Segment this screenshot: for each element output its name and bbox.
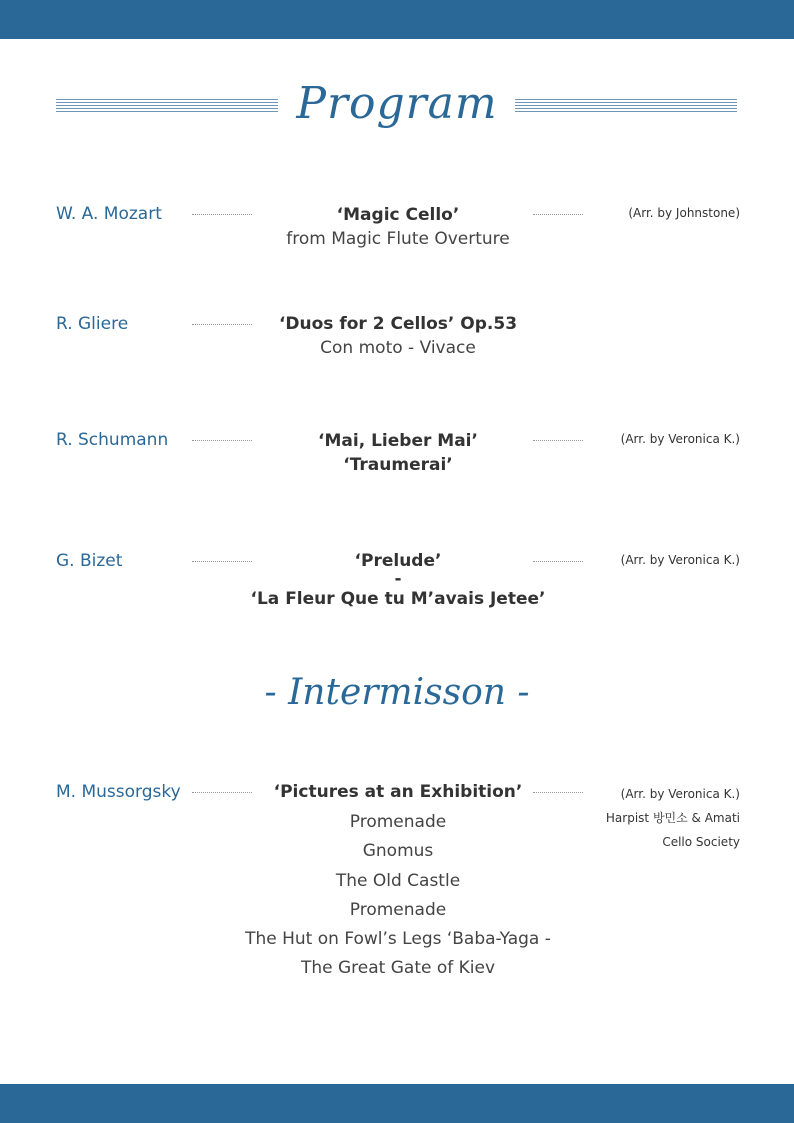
work-subtitle: from Magic Flute Overture: [286, 229, 510, 249]
program-item-bizet: [240, 550, 556, 612]
work-title-2: ‘Traumerai’: [343, 455, 453, 475]
program-item-schumann: [240, 429, 556, 477]
arranger-note: (Arr. by Veronica K.): [620, 432, 740, 446]
page-title: Program: [296, 78, 498, 129]
work-subtitle: Con moto - Vivace: [320, 338, 476, 358]
work-separator: -: [394, 569, 402, 589]
bottom-band: [0, 1084, 794, 1123]
movement-item: The Great Gate of Kiev: [300, 958, 496, 979]
arranger-note: (Arr. by Johnstone): [628, 206, 740, 220]
program-item-mozart: [240, 204, 556, 252]
leader-dots: [533, 561, 583, 562]
movement-item: Promenade: [349, 812, 447, 832]
work-title: ‘Duos for 2 Cellos’ Op.53: [278, 314, 518, 334]
movement-list: [220, 808, 576, 984]
movement-item: Promenade: [349, 899, 447, 920]
intermission-title: - Intermisson -: [264, 672, 530, 713]
work-title: ‘Mai, Lieber Mai’: [318, 431, 478, 451]
composer-schumann: R. Schumann: [56, 430, 169, 450]
work-title: ‘Magic Cello’: [336, 205, 460, 225]
top-band: [0, 0, 794, 39]
composer-gliere: R. Gliere: [56, 314, 129, 334]
credit-line: Cello Society: [662, 835, 740, 849]
performer-credits: [606, 782, 740, 854]
work-title: ‘Pictures at an Exhibition’: [273, 782, 523, 802]
movement-item: Gnomus: [362, 841, 434, 862]
leader-dots: [533, 792, 583, 793]
arranger-note: (Arr. by Veronica K.): [620, 553, 740, 567]
work-title-2: ‘La Fleur Que tu M’avais Jetee’: [250, 589, 546, 609]
leader-dots: [533, 214, 583, 215]
credit-line: Harpist 방민소 & Amati: [605, 811, 740, 825]
credit-line: (Arr. by Veronica K.): [620, 787, 740, 801]
work-title: ‘Prelude’: [354, 551, 442, 571]
movement-item: The Hut on Fowl’s Legs ‘Baba-Yaga -: [245, 929, 551, 950]
composer-bizet: G. Bizet: [56, 551, 123, 571]
movement-item: The Old Castle: [335, 870, 461, 891]
leader-dots: [533, 440, 583, 441]
program-item-mussorgsky: [240, 781, 556, 803]
composer-mussorgsky: M. Mussorgsky: [56, 782, 181, 802]
composer-mozart: W. A. Mozart: [56, 204, 162, 224]
program-item-gliere: [240, 313, 556, 361]
